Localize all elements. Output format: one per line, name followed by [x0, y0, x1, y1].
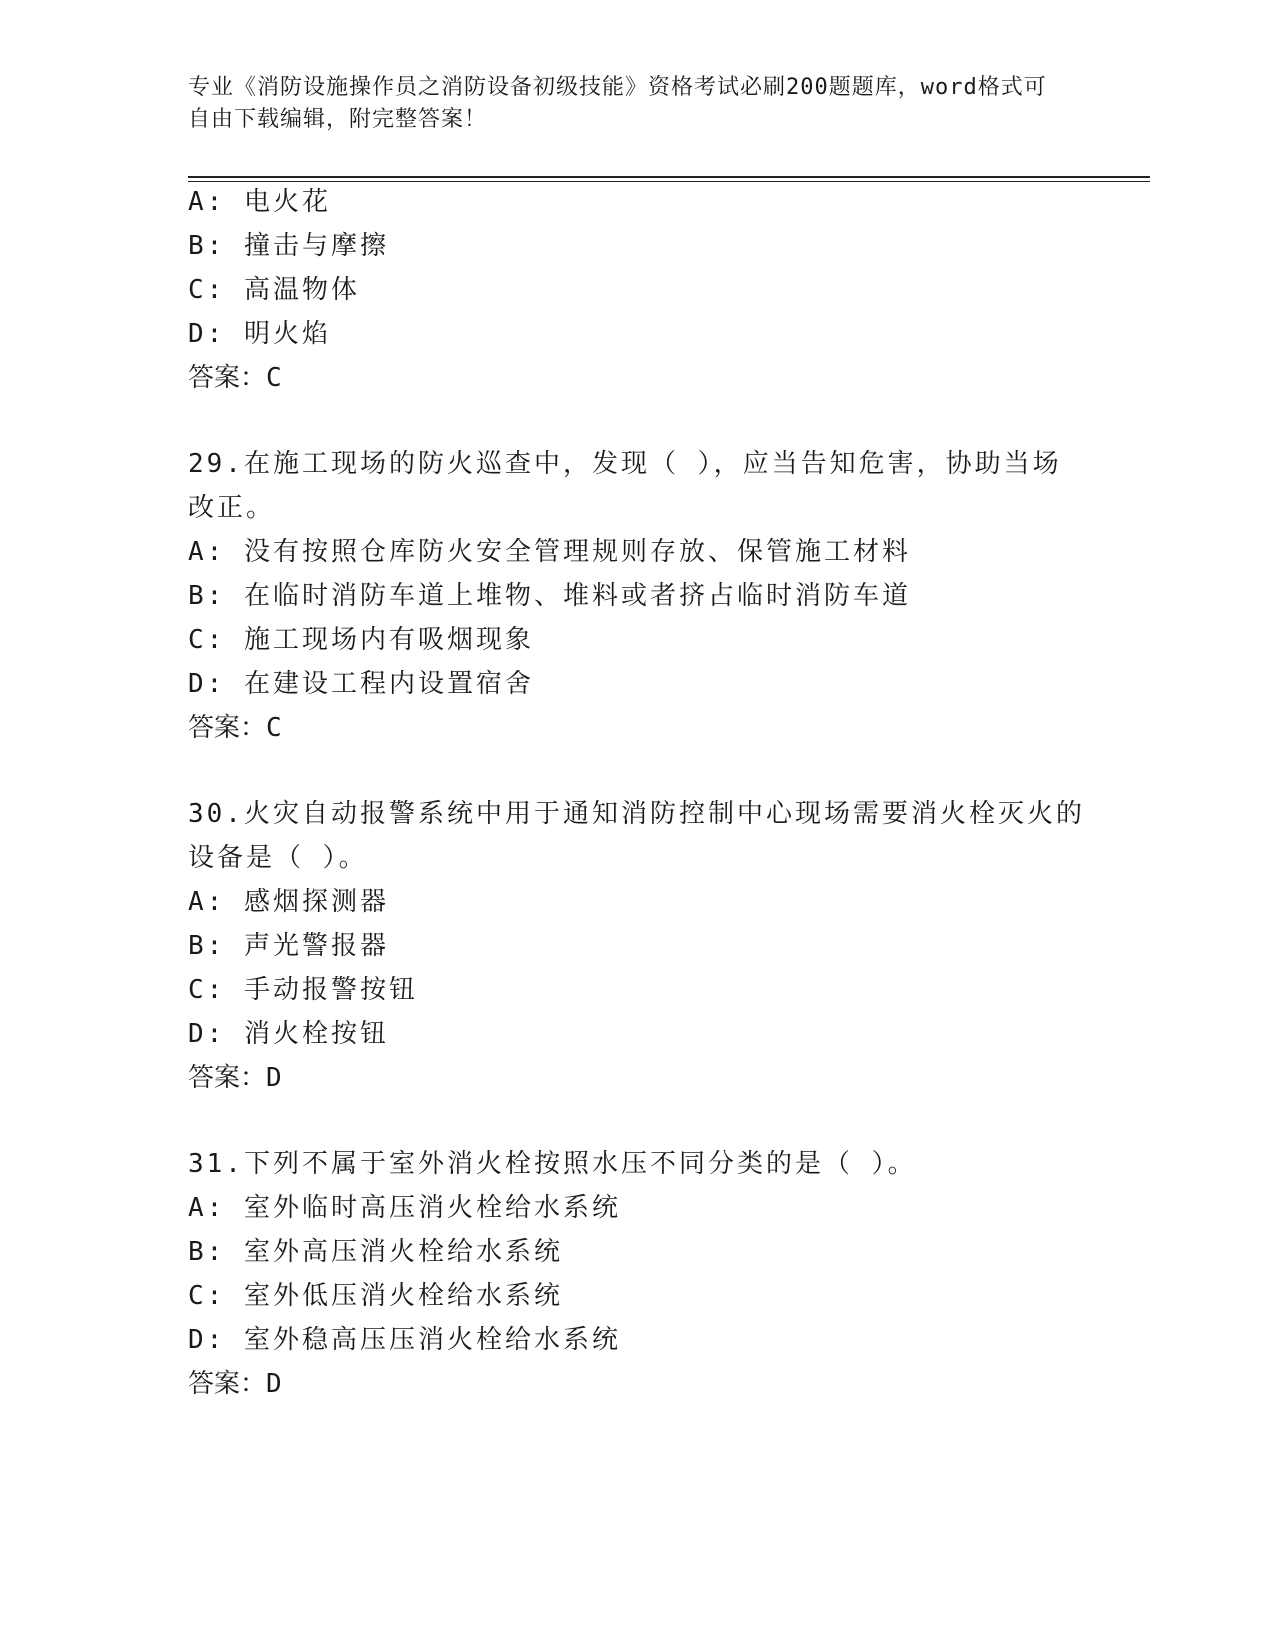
q30-option-b: B: 声光警报器: [188, 931, 389, 961]
q31-stem-line1: 31.下列不属于室外消火栓按照水压不同分类的是（ ）。: [188, 1149, 917, 1179]
q29-stem-line1: 29.在施工现场的防火巡查中，发现（ ），应当告知危害，协助当场: [188, 449, 1062, 479]
q29-option-c: C: 施工现场内有吸烟现象: [188, 625, 534, 655]
q30-stem-line1: 30.火灾自动报警系统中用于通知消防控制中心现场需要消火栓灭火的: [188, 799, 1085, 829]
q29-stem-line2: 改正。: [188, 493, 276, 523]
q29-answer: 答案：C: [188, 713, 282, 743]
q28-option-d: D: 明火焰: [188, 319, 331, 349]
q29-option-b: B: 在临时消防车道上堆物、堆料或者挤占临时消防车道: [188, 581, 911, 611]
q28-answer: 答案：C: [188, 363, 282, 393]
q30-answer: 答案：D: [188, 1063, 282, 1093]
q31-option-a: A: 室外临时高压消火栓给水系统: [188, 1193, 621, 1223]
q30-option-d: D: 消火栓按钮: [188, 1019, 389, 1049]
q31-option-c: C: 室外低压消火栓给水系统: [188, 1281, 563, 1311]
q30-option-a: A: 感烟探测器: [188, 887, 389, 917]
q28-option-a: A: 电火花: [188, 187, 331, 217]
q31-answer: 答案：D: [188, 1369, 282, 1399]
q29-option-a: A: 没有按照仓库防火安全管理规则存放、保管施工材料: [188, 537, 911, 567]
q30-option-c: C: 手动报警按钮: [188, 975, 418, 1005]
q29-option-d: D: 在建设工程内设置宿舍: [188, 669, 534, 699]
q30-stem-line2: 设备是（ ）。: [188, 843, 368, 873]
document-header: 专业《消防设施操作员之消防设备初级技能》资格考试必刷200题题库，word格式可自由下载编辑，附完整答案！: [188, 75, 1047, 132]
q31-option-b: B: 室外高压消火栓给水系统: [188, 1237, 563, 1267]
q31-option-d: D: 室外稳高压压消火栓给水系统: [188, 1325, 621, 1355]
header-divider: [188, 176, 1150, 182]
q28-option-b: B: 撞击与摩擦: [188, 231, 389, 261]
q28-option-c: C: 高温物体: [188, 275, 360, 305]
